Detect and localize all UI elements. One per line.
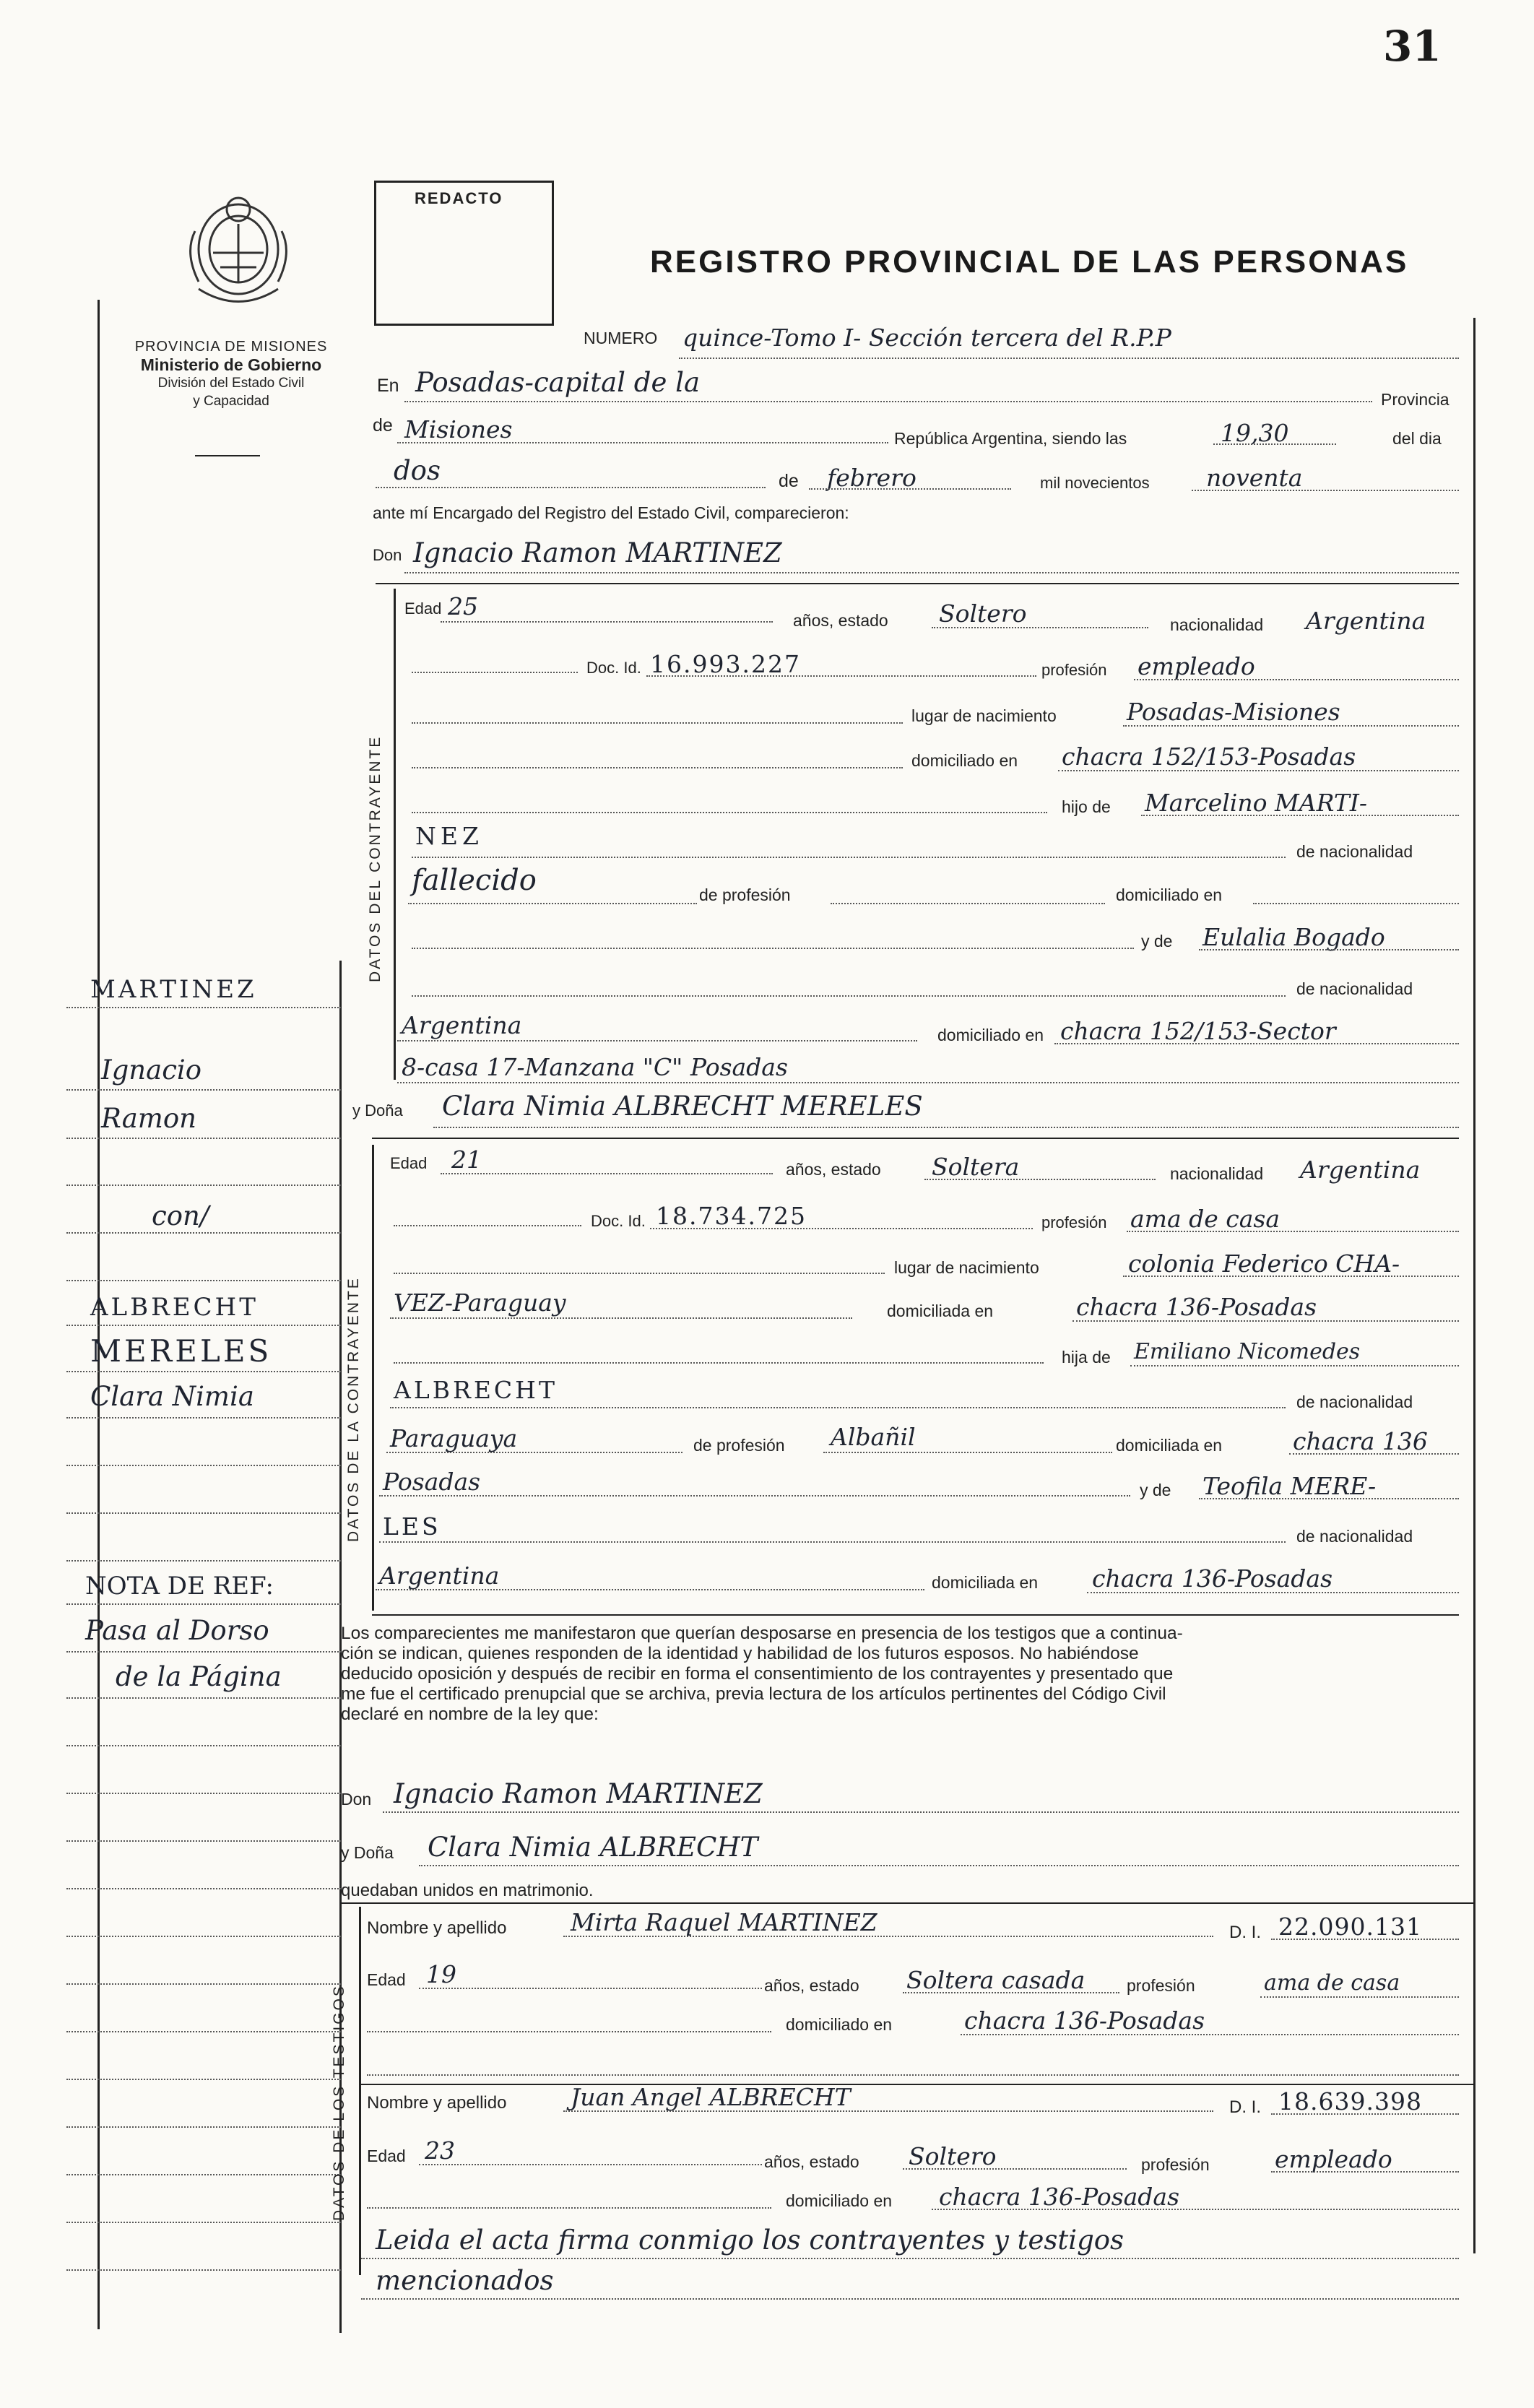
closing-line-1-rule xyxy=(361,2258,1459,2259)
bride-madre-line xyxy=(1199,1498,1459,1499)
bride-edad: 21 xyxy=(451,1145,482,1174)
body-paragraph xyxy=(341,1624,1475,1725)
bride-lugar-line xyxy=(1123,1276,1459,1277)
body-line-3: deducido oposición y después de recibir en forma el consentimiento de los contrayentes y presentado que xyxy=(341,1664,1174,1684)
w1-domicilio-line xyxy=(961,2034,1459,2035)
groom-padre-nac-label: de nacionalidad xyxy=(1296,842,1413,861)
groom-anos-estado-label: años, estado xyxy=(793,611,888,630)
groom-madre-dom-a: chacra 152/153-Sector xyxy=(1060,1017,1336,1045)
bride-doc-line xyxy=(650,1228,1033,1229)
groom-madre-nac-line xyxy=(397,1040,917,1041)
w1-edad-line xyxy=(419,1988,762,1989)
margin-note-line-1: Pasa al Dorso xyxy=(85,1615,269,1646)
numero-line xyxy=(679,358,1459,359)
mil-label: mil novecientos xyxy=(1040,474,1150,492)
de-line xyxy=(397,442,888,443)
w1-di: 22.090.131 xyxy=(1278,1913,1422,1941)
ministry-name: Ministerio de Gobierno xyxy=(140,355,322,374)
w1-profesion: ama de casa xyxy=(1264,1970,1400,1996)
ministry-province: PROVINCIA DE MISIONES xyxy=(134,339,328,355)
margin-line xyxy=(66,1936,341,1937)
bride-padre-profesion: Albañil xyxy=(831,1423,916,1451)
union-bride: Clara Nimia ALBRECHT xyxy=(428,1832,758,1863)
bride-madre-b: LES xyxy=(383,1512,441,1541)
groom-name-line xyxy=(404,572,1459,573)
margin-line xyxy=(66,1512,341,1514)
w1-estado: Soltera casada xyxy=(906,1966,1086,1994)
bride-madre-b-line xyxy=(379,1541,1286,1543)
groom-madre-nac: Argentina xyxy=(402,1011,522,1039)
page-title: REGISTRO PROVINCIAL DE LAS PERSONAS xyxy=(650,244,1409,280)
del-dia-label: del dia xyxy=(1392,429,1442,448)
groom-padre-domicilio-label: domiciliado en xyxy=(1116,885,1223,904)
ministry-divider xyxy=(195,455,260,456)
w1-blank-line xyxy=(367,2074,1459,2076)
bride-padre-b-line xyxy=(390,1407,1286,1408)
bride-madre-dom: chacra 136-Posadas xyxy=(1092,1564,1333,1593)
witness-separator xyxy=(359,2084,1473,2085)
bride-padre-dom-b: Posadas xyxy=(383,1468,481,1496)
bride-madre-nac-label: de nacionalidad xyxy=(1296,1527,1413,1546)
groom-lugar-pre-line xyxy=(412,722,903,724)
margin-line xyxy=(66,1840,341,1842)
bride-madre-dom-line xyxy=(1087,1592,1459,1593)
bride-lugar-b: VEZ-Paraguay xyxy=(394,1289,566,1317)
groom-section-label: DATOS DEL CONTRAYENTE xyxy=(367,735,384,982)
margin-name-1: Ignacio xyxy=(101,1054,202,1086)
groom-profesion: empleado xyxy=(1138,652,1255,680)
margin-con: con/ xyxy=(152,1200,209,1231)
bride-nacionalidad-label: nacionalidad xyxy=(1170,1164,1264,1183)
anio-value: noventa xyxy=(1206,464,1303,492)
bride-bottom-rule xyxy=(372,1614,1459,1616)
groom-domicilio-line xyxy=(1058,770,1459,771)
w2-domicilio-line xyxy=(932,2209,1459,2210)
bride-anos-estado-label: años, estado xyxy=(786,1160,881,1179)
de-label: de xyxy=(373,415,393,436)
margin-name-bride: Clara Nimia xyxy=(90,1381,254,1412)
w1-estado-label: años, estado xyxy=(764,1976,859,1995)
margin-line xyxy=(66,1560,341,1562)
margin-line xyxy=(66,1184,341,1186)
groom-y-de-label: y de xyxy=(1141,932,1173,950)
margin-note-title: NOTA DE REF: xyxy=(85,1572,274,1601)
mes-line xyxy=(809,488,1011,490)
margin-line xyxy=(66,2126,341,2128)
groom-rule xyxy=(376,583,1459,584)
anio-line xyxy=(1192,490,1459,491)
groom-section-bracket xyxy=(394,589,396,1080)
margin-line xyxy=(66,2222,341,2223)
dia-value: dos xyxy=(394,455,441,486)
coat-of-arms-seal xyxy=(177,181,300,311)
margin-line xyxy=(66,1417,341,1419)
bride-edad-label: Edad xyxy=(390,1154,428,1172)
page-number: 31 xyxy=(1383,22,1442,71)
bride-padre-b: ALBRECHT xyxy=(394,1376,558,1404)
bride-name-line xyxy=(433,1127,1459,1128)
margin-surname-bride-2: MERELES xyxy=(90,1333,272,1369)
closing-line-2-rule xyxy=(361,2298,1459,2300)
bride-hija-label: hija de xyxy=(1062,1348,1111,1367)
groom-padre-estado-line xyxy=(408,903,697,904)
groom-padre-profesion-label: de profesión xyxy=(699,885,791,904)
groom-nacionalidad: Argentina xyxy=(1306,607,1426,635)
bride-rule xyxy=(372,1138,1459,1139)
republica-label: República Argentina, siendo las xyxy=(894,429,1127,448)
groom-padre-b: NEZ xyxy=(415,822,483,850)
bride-estado: Soltera xyxy=(932,1153,1020,1181)
groom-madre-dom-b-line xyxy=(397,1082,1459,1083)
w2-profesion-line xyxy=(1271,2171,1459,2173)
provincia-value: Misiones xyxy=(404,415,513,443)
bride-lugar-label: lugar de nacimiento xyxy=(894,1258,1039,1277)
bride-padre-nac-line xyxy=(386,1452,682,1453)
groom-don-label: Don xyxy=(373,546,402,564)
w1-dom-pre-line xyxy=(367,2031,771,2032)
groom-padre-a: Marcelino MARTI- xyxy=(1145,789,1368,817)
bride-estado-line xyxy=(924,1179,1156,1180)
groom-madre-nac-pre-line xyxy=(412,995,1286,997)
groom-hijo-label: hijo de xyxy=(1062,797,1111,816)
bride-madre-dom-label: domiciliada en xyxy=(932,1573,1039,1592)
body-line-5: declaré en nombre de la ley que: xyxy=(341,1705,599,1724)
bride-section-label: DATOS DE LA CONTRAYENTE xyxy=(345,1276,362,1542)
en-value: Posadas-capital de la xyxy=(415,367,701,398)
w1-nombre-label: Nombre y apellido xyxy=(367,1918,507,1938)
union-groom-line xyxy=(383,1811,1459,1813)
bride-domicilio-line xyxy=(1072,1320,1459,1322)
bride-nacionalidad: Argentina xyxy=(1300,1156,1421,1184)
bride-padre-dom-line xyxy=(1289,1453,1459,1455)
w1-estado-line xyxy=(903,1992,1119,1993)
margin-line xyxy=(66,1465,341,1466)
w1-name: Mirta Raquel MARTINEZ xyxy=(571,1908,878,1936)
groom-edad: 25 xyxy=(448,592,478,620)
bride-madre-nac-line xyxy=(376,1589,924,1590)
w2-profesion-label: profesión xyxy=(1141,2155,1210,2174)
witnesses-bracket xyxy=(359,1907,361,2275)
bride-padre-nac: Paraguaya xyxy=(390,1424,518,1452)
margin-line xyxy=(66,2079,341,2080)
groom-madre-pre-line xyxy=(412,948,1134,949)
redacto-label: REDACTO xyxy=(415,189,503,207)
groom-padre-b-line xyxy=(412,857,1286,858)
union-bride-line xyxy=(419,1865,1459,1866)
groom-padre-line xyxy=(1141,815,1459,816)
bride-section-bracket xyxy=(372,1145,374,1611)
bride-lugar-a: colonia Federico CHA- xyxy=(1128,1250,1400,1278)
closing-line-2: mencionados xyxy=(376,2265,554,2296)
margin-surname-bride-1: ALBRECHT xyxy=(90,1293,259,1322)
margin-name-2: Ramon xyxy=(101,1103,196,1134)
bride-padre-dom-label: domiciliada en xyxy=(1116,1436,1223,1455)
groom-lugar-label: lugar de nacimiento xyxy=(911,706,1057,725)
w2-edad: 23 xyxy=(425,2136,455,2165)
w2-edad-label: Edad xyxy=(367,2147,406,2165)
groom-padre-estado: fallecido xyxy=(412,864,537,897)
bride-domicilio-label: domiciliada en xyxy=(887,1302,994,1320)
groom-doc-line xyxy=(646,675,1036,677)
groom-lugar-line xyxy=(1123,725,1459,727)
bride-padre-profesion-line xyxy=(823,1452,1112,1453)
margin-line xyxy=(66,1697,341,1699)
w2-name: Juan Angel ALBRECHT xyxy=(571,2083,851,2111)
margin-line xyxy=(66,1793,341,1794)
groom-madre-line xyxy=(1199,949,1459,950)
groom-edad-line xyxy=(441,621,773,623)
groom-estado-line xyxy=(932,627,1148,628)
groom-nacionalidad-label: nacionalidad xyxy=(1170,615,1264,634)
groom-profesion-line xyxy=(1134,679,1459,680)
groom-madre-nac-label: de nacionalidad xyxy=(1296,979,1413,998)
margin-line xyxy=(66,1745,341,1746)
groom-name: Ignacio Ramon MARTINEZ xyxy=(413,537,782,568)
dia-line xyxy=(376,487,766,488)
union-groom: Ignacio Ramon MARTINEZ xyxy=(394,1778,763,1809)
groom-domicilio: chacra 152/153-Posadas xyxy=(1062,742,1356,771)
bride-padre-dom-b-line xyxy=(379,1495,1130,1497)
witnesses-section-label: DATOS DE LOS TESTIGOS xyxy=(331,1984,347,2221)
margin-line xyxy=(66,1651,341,1653)
form-right-rule xyxy=(1473,318,1476,2253)
bride-doc-pre-line xyxy=(394,1225,581,1226)
margin-line xyxy=(66,1089,341,1091)
w2-nombre-label: Nombre y apellido xyxy=(367,2093,507,2113)
union-dona-label: y Doña xyxy=(341,1843,394,1862)
w1-domiciliado-label: domiciliado en xyxy=(786,2015,893,2034)
w1-profesion-label: profesión xyxy=(1127,1976,1195,1995)
bride-profesion: ama de casa xyxy=(1130,1205,1280,1233)
w2-profesion: empleado xyxy=(1275,2145,1392,2173)
union-unidos: quedaban unidos en matrimonio. xyxy=(341,1881,594,1900)
bride-hija-pre-line xyxy=(394,1362,1044,1364)
w2-di-line xyxy=(1271,2113,1459,2115)
w1-name-line xyxy=(563,1936,1213,1937)
groom-padre-profesion-line xyxy=(831,903,1105,904)
margin-note-line-2: de la Página xyxy=(116,1661,282,1692)
ministry-capacity: y Capacidad xyxy=(193,394,269,409)
groom-doc-label: Doc. Id. xyxy=(586,659,641,677)
w1-edad: 19 xyxy=(426,1960,456,1988)
union-rule xyxy=(339,1902,1473,1904)
bride-padre-a: Emiliano Nicomedes xyxy=(1134,1339,1361,1364)
bride-domicilio: chacra 136-Posadas xyxy=(1076,1293,1317,1321)
margin-surname-groom: MARTINEZ xyxy=(90,975,257,1004)
ante-label: ante mí Encargado del Registro del Estado Civil, comparecieron: xyxy=(373,503,849,522)
ministry-division: División del Estado Civil xyxy=(157,376,305,391)
groom-edad-label: Edad xyxy=(404,599,442,618)
w1-edad-label: Edad xyxy=(367,1970,406,1989)
bride-edad-line xyxy=(441,1173,773,1174)
w2-edad-line xyxy=(419,2164,762,2165)
bride-name: Clara Nimia ALBRECHT MERELES xyxy=(442,1091,923,1122)
bride-padre-profesion-label: de profesión xyxy=(693,1436,785,1455)
en-label: En xyxy=(377,376,399,396)
margin-line xyxy=(66,1888,341,1889)
w2-estado-line xyxy=(903,2168,1127,2170)
de2-label: de xyxy=(779,471,799,491)
w1-profesion-line xyxy=(1260,1996,1459,1998)
bride-dona-label: y Doña xyxy=(352,1101,403,1119)
w1-di-line xyxy=(1271,1939,1459,1940)
margin-line xyxy=(66,1232,341,1234)
w2-estado-label: años, estado xyxy=(764,2152,859,2171)
groom-lugar: Posadas-Misiones xyxy=(1127,698,1340,726)
groom-doc-pre-line xyxy=(412,672,578,673)
groom-padre-domicilio-line xyxy=(1253,903,1459,904)
w2-di-label: D. I. xyxy=(1229,2097,1262,2117)
w2-domiciliado-label: domiciliado en xyxy=(786,2191,893,2210)
bride-doc: 18.734.725 xyxy=(656,1202,807,1230)
bride-doc-label: Doc. Id. xyxy=(591,1212,646,1230)
w2-estado: Soltero xyxy=(909,2142,997,2170)
mes-value: febrero xyxy=(827,464,916,492)
groom-madre-dom-label: domiciliado en xyxy=(937,1026,1044,1044)
margin-line xyxy=(66,1138,341,1139)
bride-profesion-line xyxy=(1127,1231,1459,1232)
w2-name-line xyxy=(563,2110,1213,2112)
body-line-4: me fue el certificado prenupcial que se archiva, previa lectura de los artículos pertinentes del Código Civil xyxy=(341,1684,1166,1704)
en-line xyxy=(404,401,1372,402)
body-line-1: Los comparecientes me manifestaron que querían desposarse en presencia de los testigos que a continua- xyxy=(341,1624,1183,1643)
groom-madre-dom-line xyxy=(1054,1043,1459,1044)
numero-value: quince-Tomo I- Sección tercera del R.P.P xyxy=(682,324,1171,352)
hora-line xyxy=(1213,443,1336,445)
margin-line xyxy=(66,2031,341,2032)
bride-madre-a: Teofila MERE- xyxy=(1202,1472,1377,1500)
margin-line xyxy=(66,2174,341,2175)
numero-label: NUMERO xyxy=(584,329,658,347)
margin-line xyxy=(66,1371,341,1372)
bride-lugar-pre-line xyxy=(394,1273,885,1274)
margin-line xyxy=(66,1603,341,1605)
w1-domicilio: chacra 136-Posadas xyxy=(964,2006,1205,2035)
groom-profesion-label: profesión xyxy=(1041,661,1107,679)
bride-profesion-label: profesión xyxy=(1041,1213,1107,1231)
margin-line xyxy=(66,2269,341,2271)
groom-estado: Soltero xyxy=(939,599,1027,628)
bride-madre-nac: Argentina xyxy=(379,1562,500,1590)
margin-line xyxy=(66,1983,341,1985)
w2-di: 18.639.398 xyxy=(1278,2087,1422,2115)
bride-padre-line xyxy=(1130,1365,1459,1367)
margin-line xyxy=(66,1280,341,1281)
groom-domicilio-label: domiciliado en xyxy=(911,751,1018,770)
body-line-2: ción se indican, quienes responden de la identidad y habilidad de los futuros esposos. No habiéndose xyxy=(341,1644,1139,1663)
w2-domicilio: chacra 136-Posadas xyxy=(939,2183,1180,2211)
closing-line-1: Leida el acta firma conmigo los contrayentes y testigos xyxy=(376,2225,1124,2256)
union-don-label: Don xyxy=(341,1790,372,1809)
groom-domicilio-pre-line xyxy=(412,767,903,768)
bride-lugar-b-line xyxy=(390,1317,852,1319)
margin-line xyxy=(66,1007,341,1008)
groom-hijo-pre-line xyxy=(412,812,1047,813)
w1-di-label: D. I. xyxy=(1229,1923,1262,1942)
bride-y-de-label: y de xyxy=(1140,1481,1171,1499)
w2-dom-pre-line xyxy=(367,2207,771,2209)
margin-line xyxy=(66,1325,341,1326)
groom-doc: 16.993.227 xyxy=(650,650,801,678)
bride-padre-nac-label: de nacionalidad xyxy=(1296,1393,1413,1411)
hora-value: 19,30 xyxy=(1221,419,1289,447)
provincia-label: Provincia xyxy=(1381,390,1450,409)
groom-madre-dom-b: 8-casa 17-Manzana "C" Posadas xyxy=(402,1053,788,1081)
groom-madre: Eulalia Bogado xyxy=(1202,923,1385,951)
bride-padre-dom-a: chacra 136 xyxy=(1293,1427,1428,1455)
